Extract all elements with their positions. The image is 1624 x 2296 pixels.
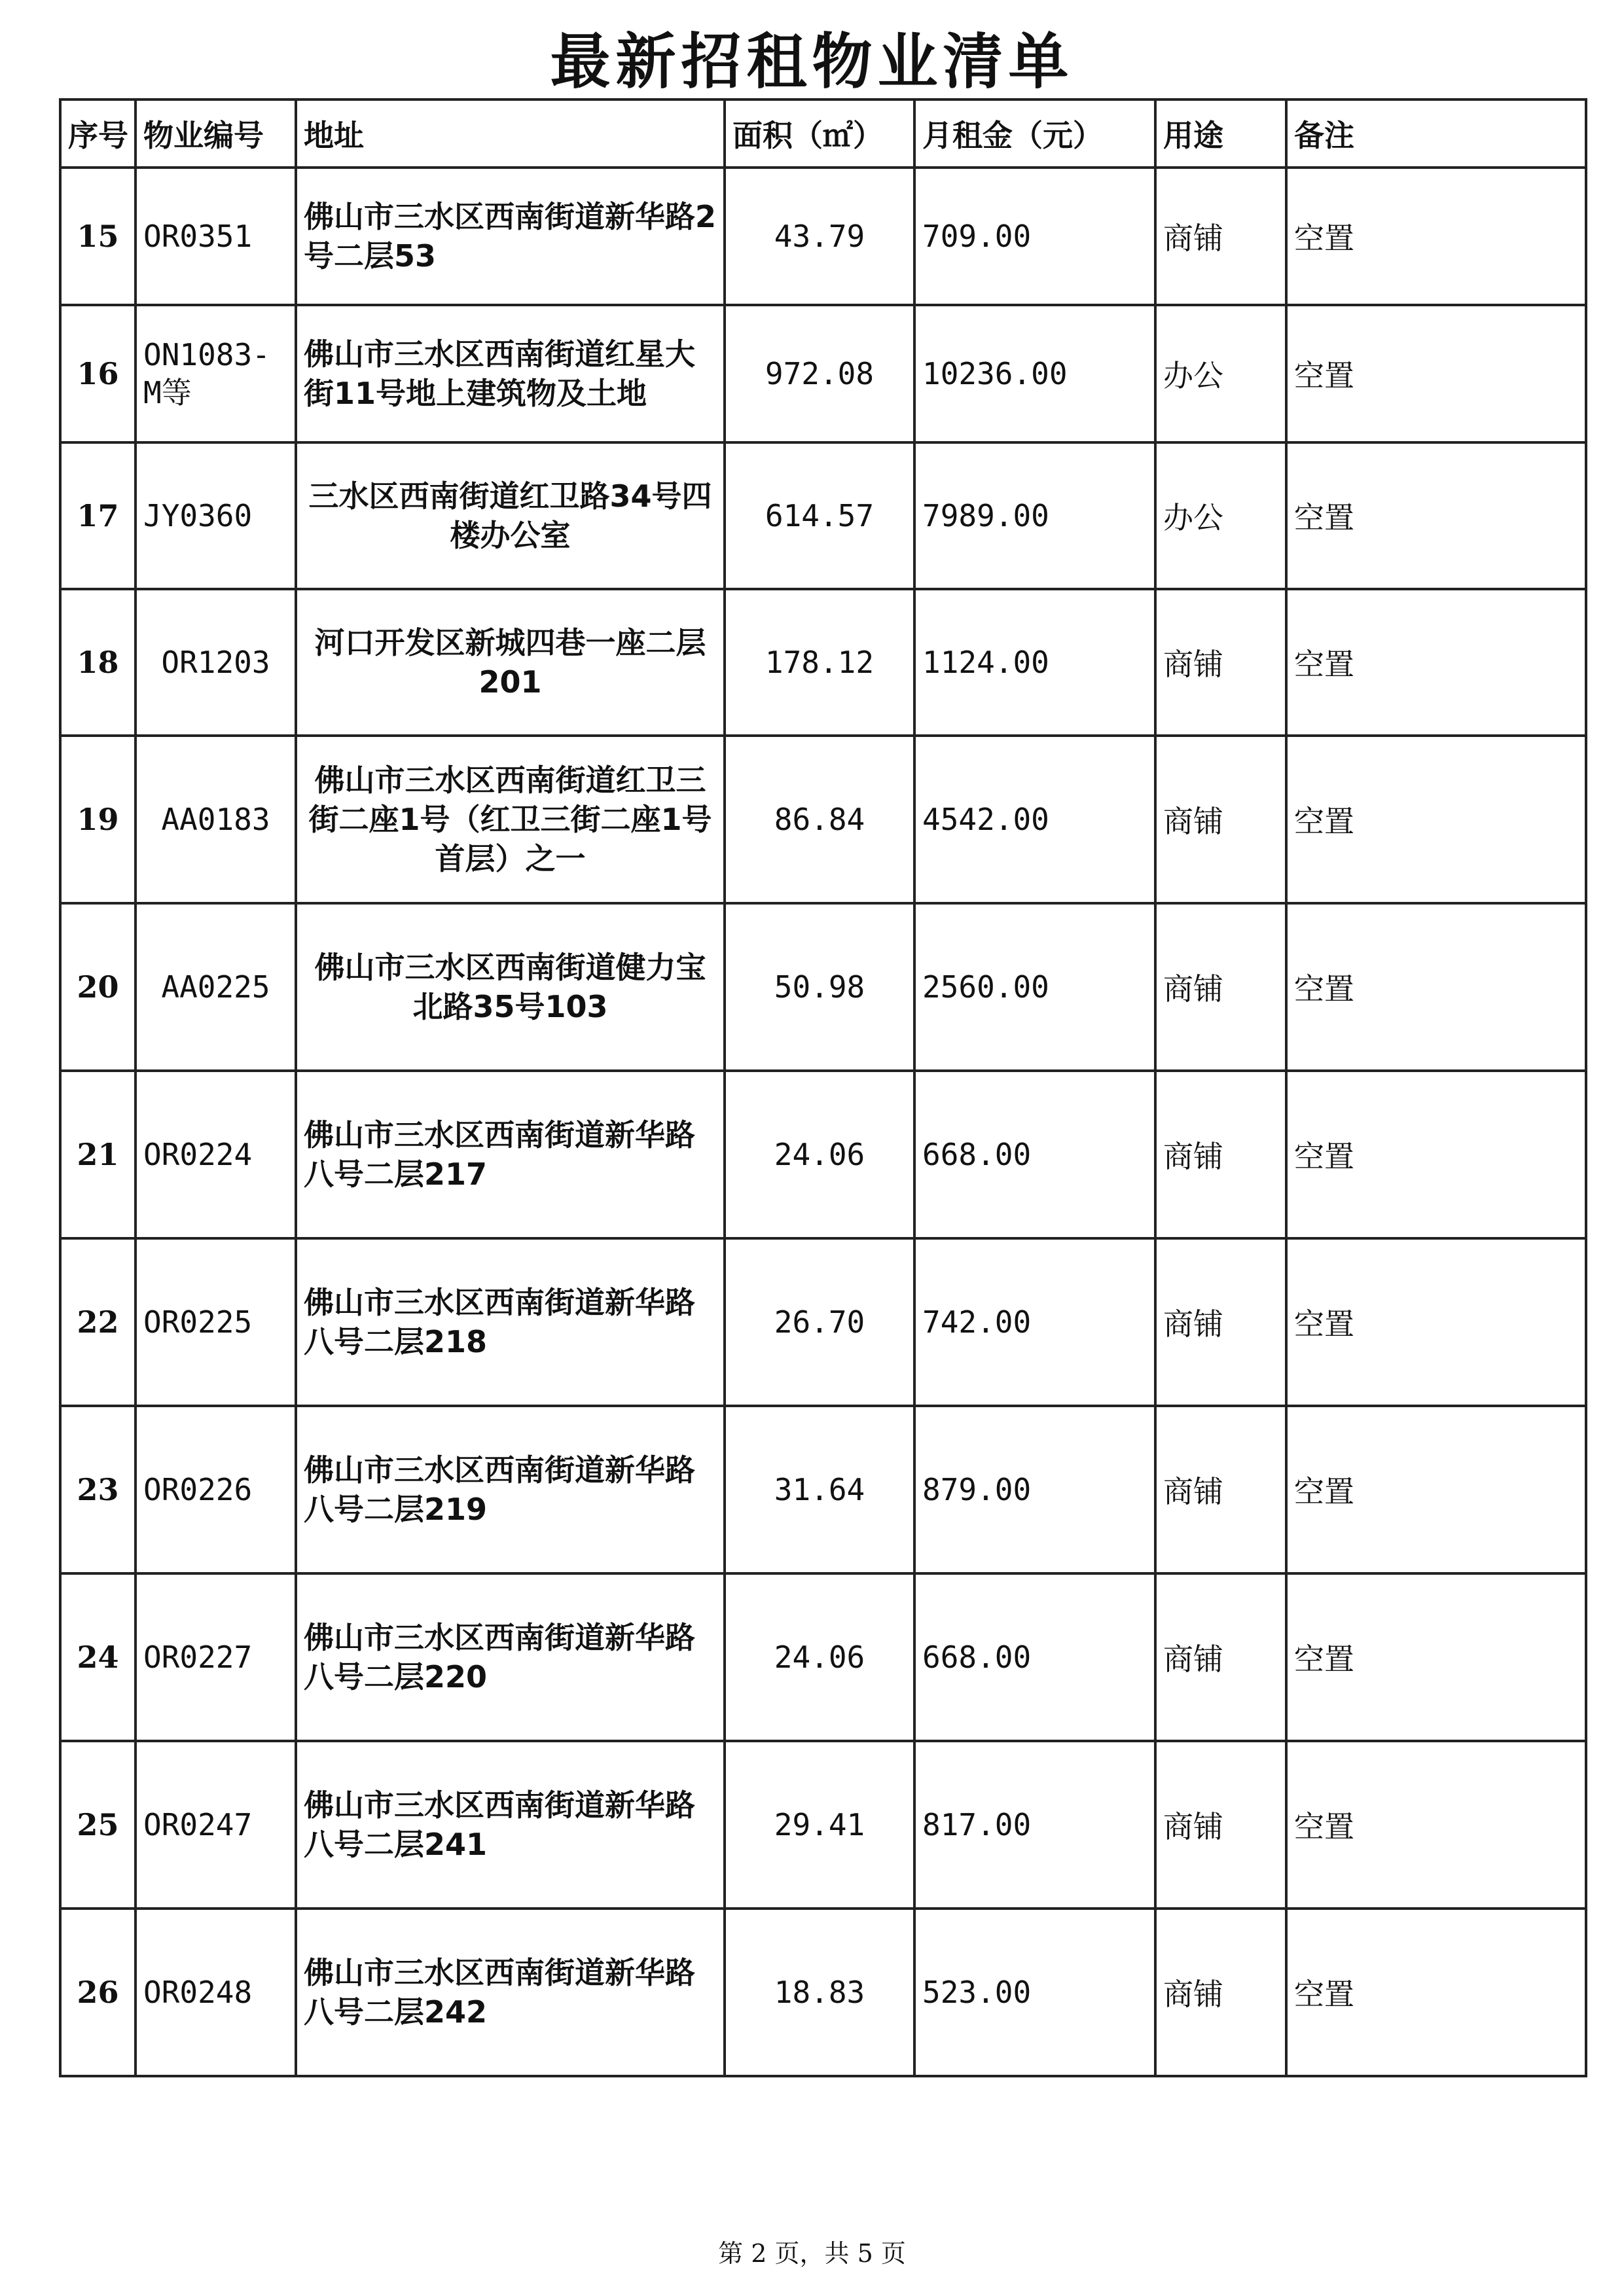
cell-area: 29.41 xyxy=(725,1741,914,1909)
cell-area: 178.12 xyxy=(725,589,914,736)
cell-note: 空置 xyxy=(1286,1238,1586,1406)
header-address: 地址 xyxy=(296,99,725,168)
cell-use: 商铺 xyxy=(1155,1741,1286,1909)
cell-code: JY0360 xyxy=(135,442,296,589)
cell-note: 空置 xyxy=(1286,589,1586,736)
cell-rent: 879.00 xyxy=(914,1406,1155,1573)
cell-seq: 25 xyxy=(60,1741,135,1909)
cell-area: 26.70 xyxy=(725,1238,914,1406)
table-row xyxy=(60,903,1586,1071)
table-row xyxy=(60,442,1586,589)
table-row xyxy=(60,589,1586,736)
cell-address: 佛山市三水区西南街道新华路八号二层218 xyxy=(296,1238,725,1406)
cell-code: AA0225 xyxy=(135,903,296,1071)
cell-use: 商铺 xyxy=(1155,903,1286,1071)
cell-note: 空置 xyxy=(1286,305,1586,442)
cell-use: 办公 xyxy=(1155,442,1286,589)
page-title: 最新招租物业清单 xyxy=(550,27,1074,97)
cell-use: 商铺 xyxy=(1155,1406,1286,1573)
cell-rent: 742.00 xyxy=(914,1238,1155,1406)
cell-use: 商铺 xyxy=(1155,1238,1286,1406)
cell-code: ON1083-M等 xyxy=(135,305,296,442)
table-header-row xyxy=(60,99,1586,168)
cell-seq: 16 xyxy=(60,305,135,442)
cell-code: OR0224 xyxy=(135,1071,296,1238)
cell-rent: 817.00 xyxy=(914,1741,1155,1909)
page-number-label: 第 2 页，共 5 页 xyxy=(718,2239,906,2268)
cell-code: OR0226 xyxy=(135,1406,296,1573)
cell-rent: 668.00 xyxy=(914,1071,1155,1238)
cell-seq: 23 xyxy=(60,1406,135,1573)
cell-area: 972.08 xyxy=(725,305,914,442)
cell-area: 86.84 xyxy=(725,736,914,903)
header-code: 物业编号 xyxy=(135,99,296,168)
property-listing-table xyxy=(59,98,1587,2077)
cell-seq: 24 xyxy=(60,1573,135,1741)
cell-note: 空置 xyxy=(1286,1909,1586,2076)
cell-rent: 523.00 xyxy=(914,1909,1155,2076)
cell-address: 佛山市三水区西南街道健力宝北路35号103 xyxy=(296,903,725,1071)
cell-address: 佛山市三水区西南街道新华路八号二层219 xyxy=(296,1406,725,1573)
cell-area: 43.79 xyxy=(725,168,914,305)
cell-address: 佛山市三水区西南街道新华路2号二层53 xyxy=(296,168,725,305)
cell-address: 三水区西南街道红卫路34号四楼办公室 xyxy=(296,442,725,589)
cell-use: 办公 xyxy=(1155,305,1286,442)
cell-code: AA0183 xyxy=(135,736,296,903)
cell-area: 614.57 xyxy=(725,442,914,589)
table-row xyxy=(60,1238,1586,1406)
cell-rent: 668.00 xyxy=(914,1573,1155,1741)
page-number-footer xyxy=(0,2237,1624,2270)
cell-seq: 17 xyxy=(60,442,135,589)
cell-seq: 21 xyxy=(60,1071,135,1238)
cell-use: 商铺 xyxy=(1155,1909,1286,2076)
header-use: 用途 xyxy=(1155,99,1286,168)
cell-area: 18.83 xyxy=(725,1909,914,2076)
cell-seq: 26 xyxy=(60,1909,135,2076)
cell-rent: 7989.00 xyxy=(914,442,1155,589)
cell-seq: 15 xyxy=(60,168,135,305)
header-area: 面积（㎡） xyxy=(725,99,914,168)
cell-address: 佛山市三水区西南街道红星大街11号地上建筑物及土地 xyxy=(296,305,725,442)
header-rent: 月租金（元） xyxy=(914,99,1155,168)
cell-seq: 19 xyxy=(60,736,135,903)
cell-use: 商铺 xyxy=(1155,1573,1286,1741)
header-note: 备注 xyxy=(1286,99,1586,168)
cell-code: OR0227 xyxy=(135,1573,296,1741)
cell-address: 佛山市三水区西南街道新华路八号二层241 xyxy=(296,1741,725,1909)
cell-code: OR0351 xyxy=(135,168,296,305)
cell-note: 空置 xyxy=(1286,1573,1586,1741)
cell-rent: 4542.00 xyxy=(914,736,1155,903)
cell-note: 空置 xyxy=(1286,903,1586,1071)
cell-use: 商铺 xyxy=(1155,589,1286,736)
cell-address: 佛山市三水区西南街道新华路八号二层220 xyxy=(296,1573,725,1741)
cell-note: 空置 xyxy=(1286,168,1586,305)
cell-note: 空置 xyxy=(1286,442,1586,589)
cell-seq: 18 xyxy=(60,589,135,736)
cell-seq: 22 xyxy=(60,1238,135,1406)
cell-code: OR0248 xyxy=(135,1909,296,2076)
cell-area: 50.98 xyxy=(725,903,914,1071)
cell-rent: 1124.00 xyxy=(914,589,1155,736)
cell-rent: 709.00 xyxy=(914,168,1155,305)
cell-use: 商铺 xyxy=(1155,168,1286,305)
cell-note: 空置 xyxy=(1286,736,1586,903)
cell-seq: 20 xyxy=(60,903,135,1071)
table-row xyxy=(60,1909,1586,2076)
cell-address: 河口开发区新城四巷一座二层201 xyxy=(296,589,725,736)
cell-use: 商铺 xyxy=(1155,736,1286,903)
cell-code: OR0247 xyxy=(135,1741,296,1909)
cell-address: 佛山市三水区西南街道新华路八号二层217 xyxy=(296,1071,725,1238)
table-row xyxy=(60,736,1586,903)
table-row xyxy=(60,1406,1586,1573)
cell-code: OR1203 xyxy=(135,589,296,736)
table-row xyxy=(60,168,1586,305)
cell-area: 24.06 xyxy=(725,1573,914,1741)
table-row xyxy=(60,1741,1586,1909)
cell-code: OR0225 xyxy=(135,1238,296,1406)
table-row xyxy=(60,1071,1586,1238)
cell-area: 31.64 xyxy=(725,1406,914,1573)
cell-use: 商铺 xyxy=(1155,1071,1286,1238)
header-seq: 序号 xyxy=(60,99,135,168)
cell-note: 空置 xyxy=(1286,1741,1586,1909)
cell-note: 空置 xyxy=(1286,1406,1586,1573)
cell-note: 空置 xyxy=(1286,1071,1586,1238)
table-row xyxy=(60,1573,1586,1741)
cell-address: 佛山市三水区西南街道红卫三街二座1号（红卫三街二座1号首层）之一 xyxy=(296,736,725,903)
table-row xyxy=(60,305,1586,442)
cell-rent: 2560.00 xyxy=(914,903,1155,1071)
cell-rent: 10236.00 xyxy=(914,305,1155,442)
cell-area: 24.06 xyxy=(725,1071,914,1238)
cell-address: 佛山市三水区西南街道新华路八号二层242 xyxy=(296,1909,725,2076)
